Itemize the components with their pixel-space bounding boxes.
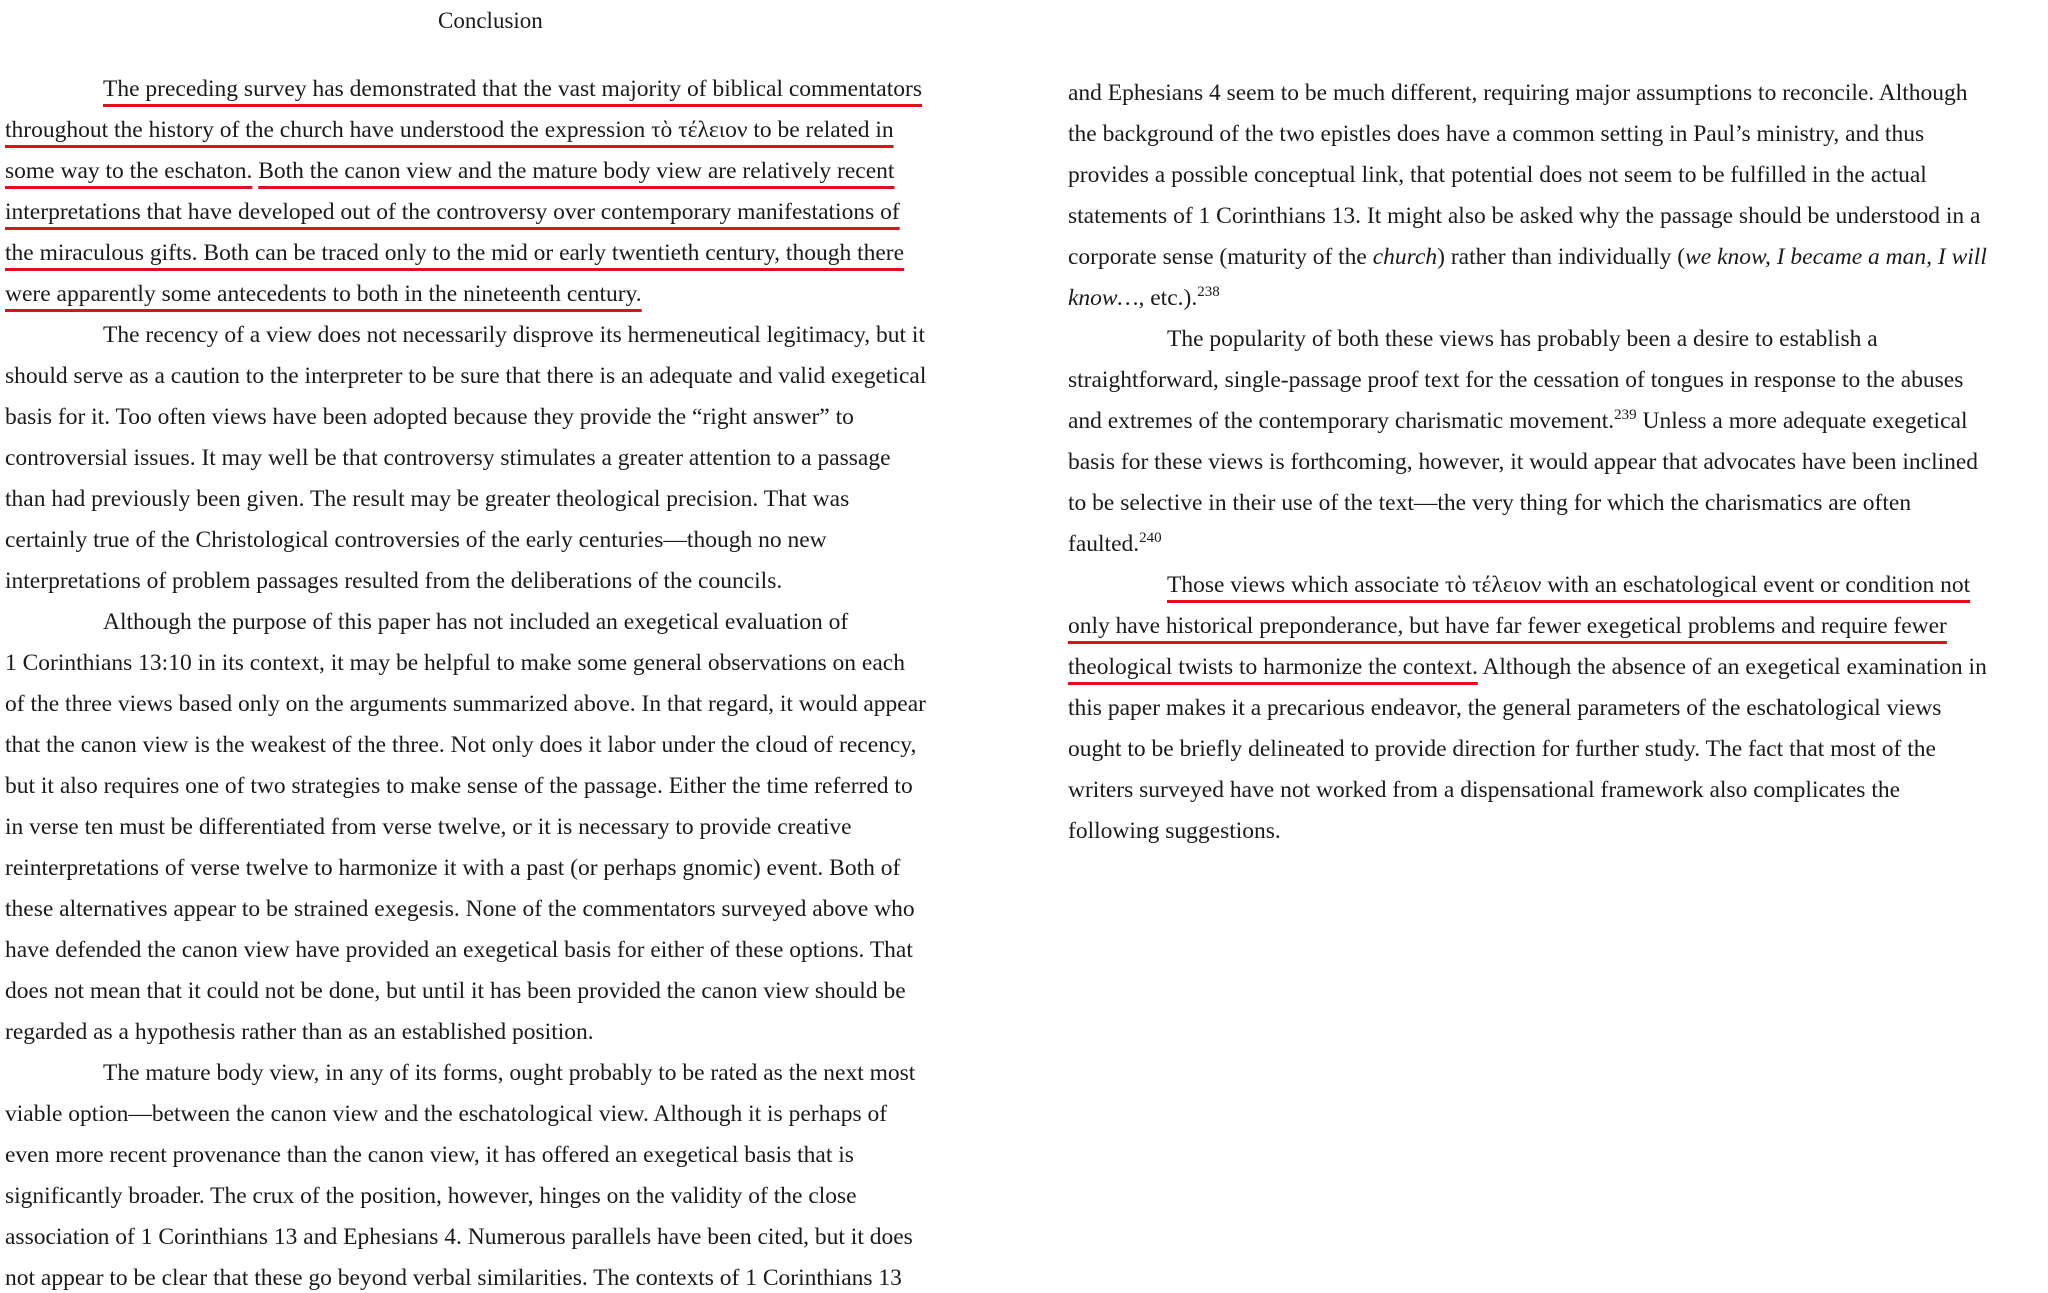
- paragraph-line: [1068, 611, 1947, 641]
- text-run: Although the absence of an exegetical examination in: [1477, 654, 1987, 680]
- footnote-ref-239: 239: [1614, 407, 1637, 423]
- paragraph-line: does not mean that it could not be done, but until it has been provided the canon view should be: [5, 978, 906, 1004]
- paragraph-line: this paper makes it a precarious endeavor, the general parameters of the eschatological views: [1068, 695, 1942, 721]
- paragraph-line: these alternatives appear to be strained exegesis. None of the commentators surveyed above who: [5, 896, 915, 922]
- paragraph-line: [1068, 652, 1987, 682]
- paragraph-line: basis for it. Too often views have been adopted because they provide the “right answer” to: [5, 404, 854, 430]
- paragraph-line: ought to be briefly delineated to provide direction for further study. The fact that most of the: [1068, 736, 1936, 762]
- paragraph-line: and Ephesians 4 seem to be much different, requiring major assumptions to reconcile. Although: [1068, 80, 1968, 106]
- paragraph-line: [1068, 529, 1162, 559]
- highlighted-text: were apparently some antecedents to both in the nineteenth century.: [5, 281, 642, 307]
- paragraph-line: that the canon view is the weakest of the three. Not only does it labor under the cloud of recency,: [5, 732, 917, 758]
- paragraph-line: certainly true of the Christological controversies of the early centuries—though no new: [5, 527, 827, 553]
- paragraph-line: statements of 1 Corinthians 13. It might also be asked why the passage should be understood in a: [1068, 203, 1981, 229]
- highlighted-text: the miraculous gifts. Both can be traced only to the mid or early twentieth century, though there: [5, 240, 905, 266]
- paragraph-line: significantly broader. The crux of the position, however, hinges on the validity of the close: [5, 1183, 857, 1209]
- italic-text: know…,: [1068, 285, 1145, 311]
- highlighted-text: interpretations that have developed out of the controversy over contemporary manifestations of: [5, 199, 900, 225]
- paragraph-line: writers surveyed have not worked from a dispensational framework also complicates the: [1068, 777, 1901, 803]
- paragraph-line: [1068, 570, 1970, 600]
- paragraph-line: [1068, 406, 1967, 436]
- paragraph-line: regarded as a hypothesis rather than as an established position.: [5, 1019, 594, 1045]
- text-run: Unless a more adequate exegetical: [1636, 408, 1968, 434]
- paragraph-line: The mature body view, in any of its forms, ought probably to be rated as the next most: [103, 1060, 916, 1086]
- paragraph-line: [5, 156, 894, 186]
- highlighted-text: Those views which associate τὸ τέλειον with an eschatological event or condition not: [1167, 572, 1971, 598]
- paragraph-line: [5, 74, 922, 104]
- footnote-ref-240: 240: [1139, 530, 1162, 546]
- paragraph-line: [1068, 242, 1987, 272]
- footnote-ref-238: 238: [1197, 284, 1220, 300]
- paragraph-line: [5, 279, 642, 309]
- paragraph-line: [5, 238, 904, 268]
- paragraph-line: to be selective in their use of the text—the very thing for which the charismatics are often: [1068, 490, 1912, 516]
- paragraph-line: have defended the canon view have provided an exegetical basis for either of these options. That: [5, 937, 913, 963]
- highlighted-text: some way to the eschaton.: [5, 158, 253, 184]
- paragraph-line: [5, 197, 900, 227]
- italic-text: church: [1372, 244, 1438, 270]
- paragraph-line: of the three views based only on the arguments summarized above. In that regard, it would appear: [5, 691, 926, 717]
- highlighted-text: only have historical preponderance, but have far fewer exegetical problems and require fewer: [1068, 613, 1947, 639]
- highlighted-text: The preceding survey has demonstrated that the vast majority of biblical commentators: [103, 76, 922, 102]
- paragraph-line: Although the purpose of this paper has not included an exegetical evaluation of: [103, 609, 849, 635]
- paragraph-line: following suggestions.: [1068, 818, 1281, 844]
- paragraph-line: The recency of a view does not necessarily disprove its hermeneutical legitimacy, but it: [103, 322, 925, 348]
- text-run: ) rather than individually (: [1437, 244, 1686, 270]
- paragraph-line: not appear to be clear that these go beyond verbal similarities. The contexts of 1 Corinthians 13: [5, 1265, 902, 1291]
- paragraph-line: but it also requires one of two strategies to make sense of the passage. Either the time referred to: [5, 773, 913, 799]
- text-run: faulted.: [1068, 531, 1140, 557]
- paragraph-line: controversial issues. It may well be that controversy stimulates a greater attention to a passage: [5, 445, 891, 471]
- text-run: and extremes of the contemporary charismatic movement.: [1068, 408, 1615, 434]
- paragraph-line: association of 1 Corinthians 13 and Ephesians 4. Numerous parallels have been cited, but it does: [5, 1224, 913, 1250]
- paragraph-line: [1068, 283, 1220, 313]
- paragraph-line: than had previously been given. The result may be greater theological precision. That was: [5, 486, 850, 512]
- paragraph-line: provides a possible conceptual link, that potential does not seem to be fulfilled in the actual: [1068, 162, 1927, 188]
- paragraph-line: The popularity of both these views has probably been a desire to establish a: [1167, 326, 1878, 352]
- paragraph-line: viable option—between the canon view and the eschatological view. Although it is perhaps of: [5, 1101, 888, 1127]
- paragraph-line: straightforward, single-passage proof text for the cessation of tongues in response to the abuses: [1068, 367, 1964, 393]
- italic-text: we know, I became a man, I will: [1685, 244, 1987, 270]
- text-run: etc.).: [1144, 285, 1198, 311]
- paragraph-line: reinterpretations of verse twelve to harmonize it with a past (or perhaps gnomic) event. Both of: [5, 855, 901, 881]
- paragraph-line: even more recent provenance than the canon view, it has offered an exegetical basis that is: [5, 1142, 854, 1168]
- highlighted-text: theological twists to harmonize the context.: [1068, 654, 1478, 680]
- paragraph-line: in verse ten must be differentiated from verse twelve, or it is necessary to provide creative: [5, 814, 852, 840]
- page-heading: Conclusion: [438, 8, 543, 33]
- paragraph-line: basis for these views is forthcoming, however, it would appear that advocates have been inclined: [1068, 449, 1979, 475]
- paragraph-line: [5, 115, 894, 145]
- paragraph-line: should serve as a caution to the interpreter to be sure that there is an adequate and valid exegetical: [5, 363, 927, 389]
- highlighted-text: Both the canon view and the mature body view are relatively recent: [258, 158, 895, 184]
- text-run: corporate sense (maturity of the: [1068, 244, 1373, 270]
- paragraph-line: interpretations of problem passages resulted from the deliberations of the councils.: [5, 568, 783, 594]
- highlighted-text: throughout the history of the church have understood the expression τὸ τέλειον to be related in: [5, 117, 894, 143]
- paragraph-line: the background of the two epistles does have a common setting in Paul’s ministry, and thus: [1068, 121, 1925, 147]
- paragraph-line: 1 Corinthians 13:10 in its context, it may be helpful to make some general observations on each: [5, 650, 905, 676]
